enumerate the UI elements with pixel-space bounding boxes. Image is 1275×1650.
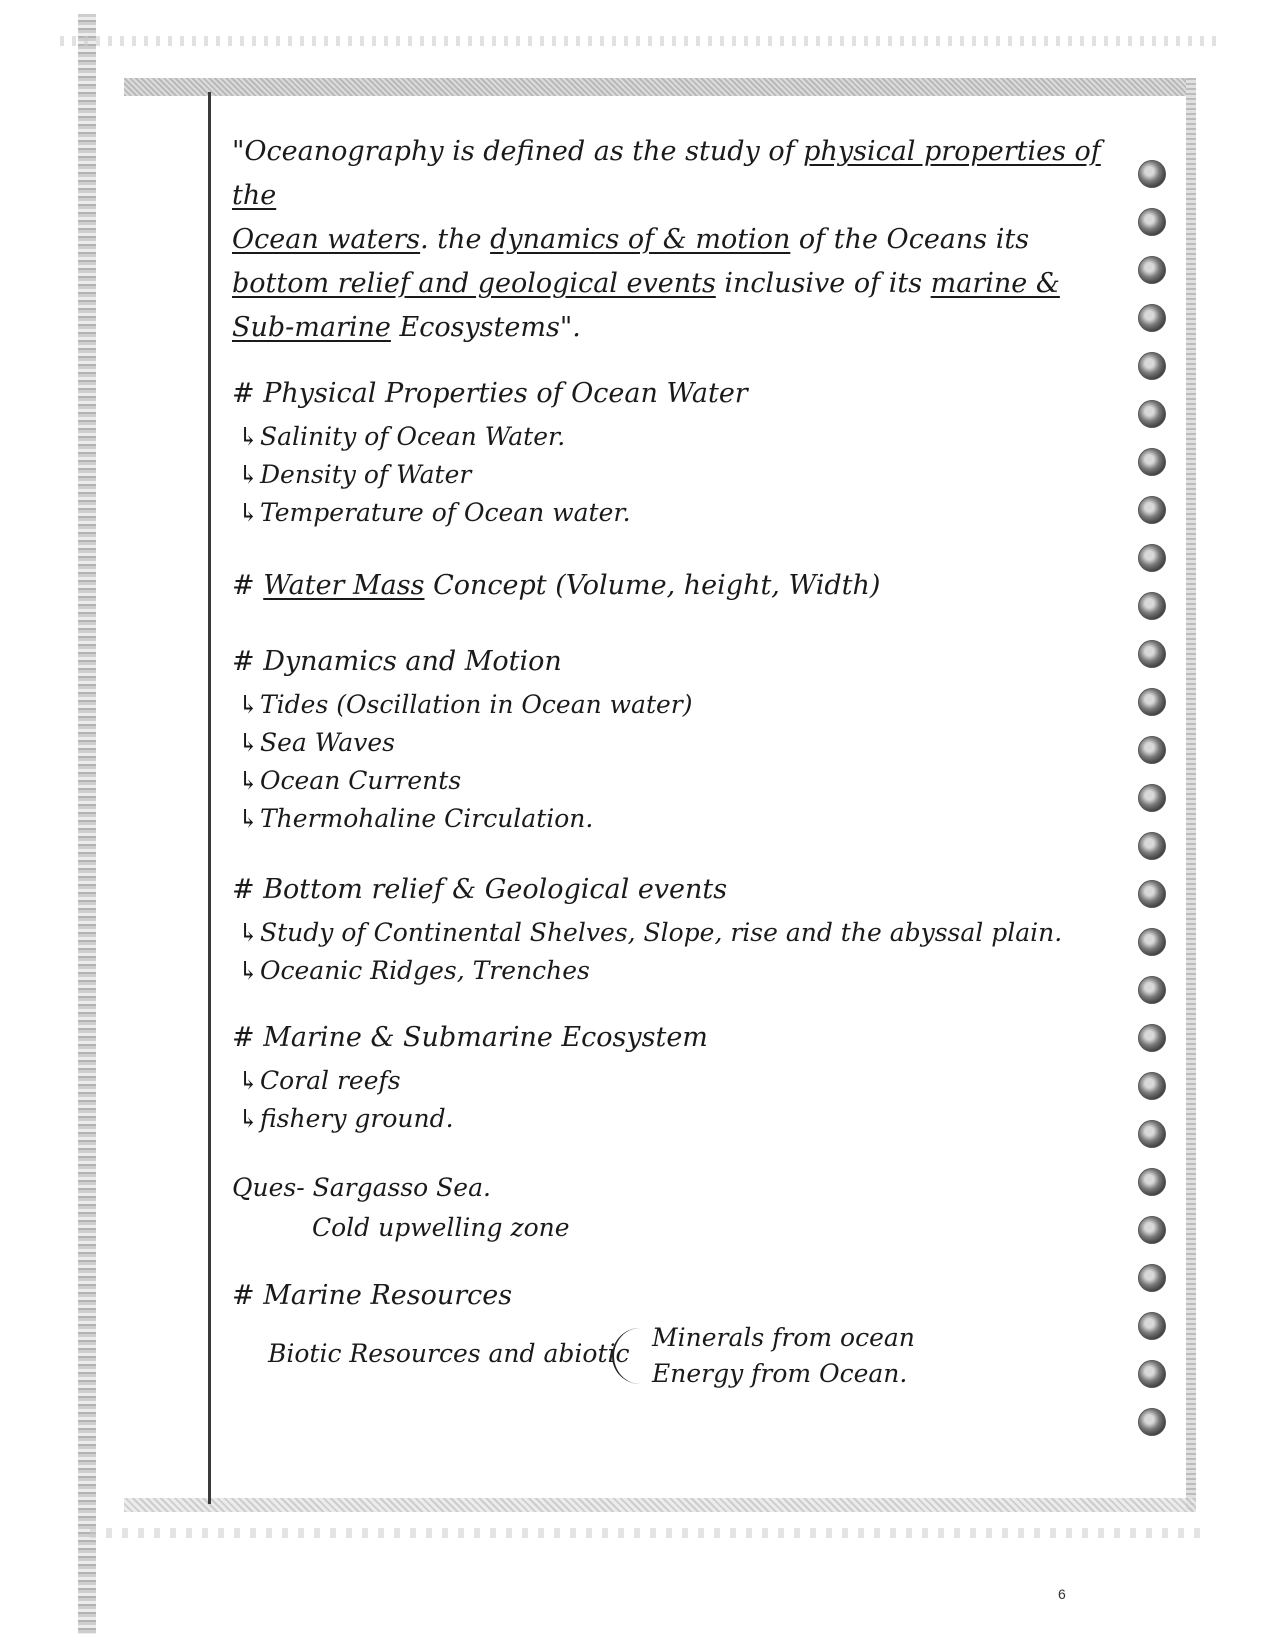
spiral-ring — [1138, 208, 1166, 236]
list-item-text: Temperature of Ocean water. — [260, 498, 631, 527]
question-line-1 — [232, 1168, 1102, 1208]
list-item — [238, 762, 1102, 800]
arrow-icon: ↳ — [238, 498, 259, 527]
spiral-ring — [1138, 592, 1166, 620]
text-span: . the — [420, 224, 491, 255]
list-item-text: Salinity of Ocean Water. — [260, 422, 566, 451]
spiral-ring — [1138, 1168, 1166, 1196]
list-item — [238, 494, 1102, 532]
list-item-text: Oceanic Ridges, Trenches — [260, 956, 590, 985]
list-item-text: fishery ground. — [260, 1104, 454, 1133]
definition-paragraph — [232, 130, 1102, 350]
underlined-text: Ocean waters — [232, 224, 421, 255]
spiral-binding — [1138, 160, 1168, 1460]
text-span: of the Oceans its — [790, 224, 1030, 255]
question-item: Cold upwelling zone — [312, 1213, 570, 1242]
margin-line — [208, 92, 211, 1504]
spiral-ring — [1138, 880, 1166, 908]
spiral-ring — [1138, 352, 1166, 380]
spiral-ring — [1138, 976, 1166, 1004]
question-item: Sargasso Sea. — [312, 1173, 491, 1202]
definition-line-1 — [232, 130, 1102, 218]
spiral-ring — [1138, 400, 1166, 428]
text-span: Concept (Volume, height, Width) — [424, 570, 881, 601]
page-number: 6 — [1058, 1586, 1066, 1602]
text-span: Ecosystems". — [390, 312, 581, 343]
spiral-ring — [1138, 928, 1166, 956]
list-item — [238, 1062, 1102, 1100]
resources-row — [232, 1320, 1102, 1410]
spiral-ring — [1138, 256, 1166, 284]
frame-bottom-border — [124, 1498, 1196, 1512]
spiral-ring — [1138, 1312, 1166, 1340]
list-item-text: Sea Waves — [260, 728, 395, 757]
list-item — [238, 418, 1102, 456]
arrow-icon: ↳ — [238, 956, 259, 985]
spiral-ring — [1138, 304, 1166, 332]
underlined-text: bottom relief and geological events — [232, 268, 716, 299]
list-item-text: Ocean Currents — [260, 766, 462, 795]
spiral-ring — [1138, 448, 1166, 476]
scan-strip-bottom — [90, 1528, 1210, 1538]
underlined-text: Sub-marine — [232, 312, 391, 343]
resources-left-text: Biotic Resources and abiotic — [268, 1339, 630, 1368]
handwritten-notes — [232, 130, 1102, 1410]
list-item — [238, 914, 1102, 952]
spiral-ring — [1138, 784, 1166, 812]
question-block — [232, 1168, 1102, 1248]
text-span: "Oceanography is defined as the study of — [232, 136, 804, 167]
spiral-ring — [1138, 544, 1166, 572]
spiral-ring — [1138, 1216, 1166, 1244]
spiral-ring — [1138, 832, 1166, 860]
arrow-icon: ↳ — [238, 690, 259, 719]
spiral-ring — [1138, 688, 1166, 716]
list-item-text: Study of Continental Shelves, Slope, rise and the abyssal plain. — [260, 918, 1063, 947]
underlined-text: Water Mass — [263, 570, 425, 601]
spiral-ring — [1138, 1360, 1166, 1388]
definition-line-3 — [232, 262, 1102, 306]
section-heading-bottom-relief: # Bottom relief & Geological events — [232, 874, 728, 905]
section-heading-physical-properties: # Physical Properties of Ocean Water — [232, 378, 748, 409]
list-item — [238, 952, 1102, 990]
arrow-icon: ↳ — [238, 918, 259, 947]
arrow-icon: ↳ — [238, 766, 259, 795]
section-heading-ecosystem: # Marine & Submarine Ecosystem — [232, 1022, 708, 1053]
list-item-text: Thermohaline Circulation. — [260, 804, 594, 833]
frame-top-border — [124, 78, 1196, 96]
text-span: inclusive of its — [715, 268, 931, 299]
scan-strip-top — [60, 36, 1220, 46]
question-label: Ques- — [232, 1173, 305, 1202]
text-span: # — [232, 570, 264, 601]
underlined-text: dynamics of & motion — [490, 224, 791, 255]
spiral-ring — [1138, 160, 1166, 188]
arrow-icon: ↳ — [238, 804, 259, 833]
list-item — [238, 1100, 1102, 1138]
spiral-ring — [1138, 1024, 1166, 1052]
resources-right-item: Energy from Ocean. — [652, 1359, 908, 1388]
section-heading-water-mass — [232, 568, 1102, 604]
section-heading-marine-resources: # Marine Resources — [232, 1280, 513, 1311]
underlined-text: physical properties of the — [232, 136, 1101, 211]
arrow-icon: ↳ — [238, 460, 259, 489]
underlined-text: marine & — [930, 268, 1060, 299]
scan-edge-left — [78, 14, 96, 1634]
spiral-ring — [1138, 1072, 1166, 1100]
resources-right-item: Minerals from ocean — [652, 1323, 915, 1352]
spiral-ring — [1138, 1408, 1166, 1436]
resources-right-list — [652, 1320, 915, 1392]
arrow-icon: ↳ — [238, 1104, 259, 1133]
list-item — [238, 456, 1102, 494]
spiral-ring — [1138, 1120, 1166, 1148]
frame-right-border — [1186, 78, 1196, 1512]
list-item — [238, 800, 1102, 838]
list-item — [238, 724, 1102, 762]
spiral-ring — [1138, 496, 1166, 524]
arrow-icon: ↳ — [238, 1066, 259, 1095]
list-item-text: Coral reefs — [260, 1066, 401, 1095]
section-heading-dynamics: # Dynamics and Motion — [232, 646, 562, 677]
spiral-ring — [1138, 736, 1166, 764]
spiral-ring — [1138, 640, 1166, 668]
spiral-ring — [1138, 1264, 1166, 1292]
arrow-icon: ↳ — [238, 728, 259, 757]
arrow-icon: ↳ — [238, 422, 259, 451]
definition-line-2 — [232, 218, 1102, 262]
list-item — [238, 686, 1102, 724]
definition-line-4 — [232, 306, 1102, 350]
list-item-text: Tides (Oscillation in Ocean water) — [260, 690, 693, 719]
list-item-text: Density of Water — [260, 460, 472, 489]
